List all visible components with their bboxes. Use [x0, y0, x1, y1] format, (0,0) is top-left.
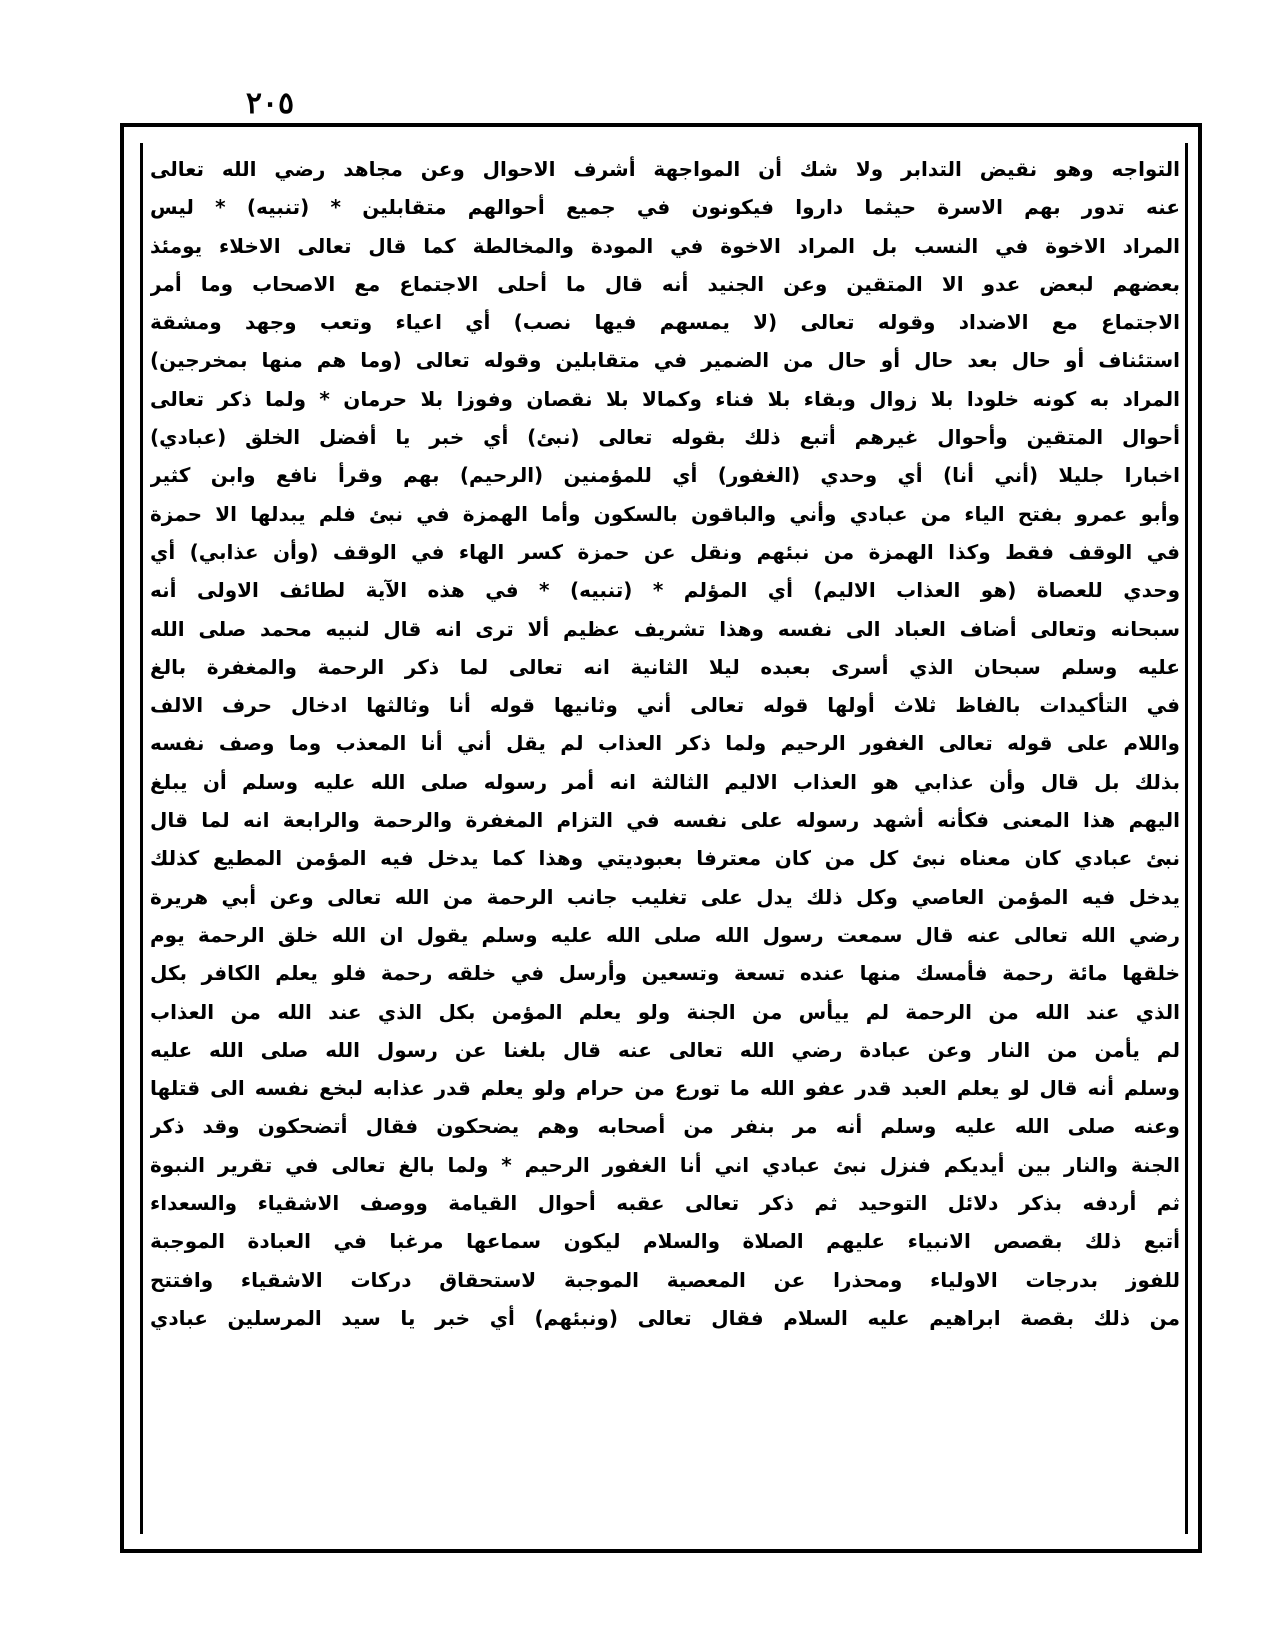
- text-line: لم يأمن من النار وعن عبادة رضي الله تعالى عنه قال بلغنا عن رسول الله صلى الله عليه: [150, 1037, 1180, 1062]
- text-line: أتبع ذلك بقصص الانبياء عليهم الصلاة والسلام ليكون سماعها مرغبا في العبادة الموجبة: [150, 1229, 1180, 1254]
- text-line: بذلك بل قال وأن عذابي هو العذاب الاليم الثالثة انه أمر رسوله صلى الله عليه وسلم أن يبلغ: [150, 769, 1180, 794]
- text-line: خلقها مائة رحمة فأمسك منها عنده تسعة وتسعين وأرسل في خلقه رحمة فلو يعلم الكافر بكل: [150, 961, 1180, 986]
- text-line: للفوز بدرجات الاولياء ومحذرا عن المعصية الموجبة لاستحقاق دركات الاشقياء وافتتح: [150, 1267, 1180, 1292]
- text-line: المراد الاخوة في النسب بل المراد الاخوة في المودة والمخالطة كما قال تعالى الاخلاء يومئذ: [150, 233, 1180, 258]
- text-line: واللام على قوله تعالى الغفور الرحيم ولما ذكر العذاب لم يقل أني أنا المعذب وما وصف نفسه: [150, 731, 1180, 756]
- text-line: اخبارا جليلا (أني أنا) أي وحدي (الغفور) أي للمؤمنين (الرحيم) بهم وقرأ نافع وابن كثير: [150, 463, 1180, 488]
- text-line: بعضهم لبعض عدو الا المتقين وعن الجنيد أنه قال ما أحلى الاجتماع مع الاصحاب وما أمر: [150, 271, 1180, 296]
- text-line: نبئ عبادي كان معناه نبئ كل من كان معترفا بعبوديتي وهذا كما يدخل فيه المؤمن المطيع كذلك: [150, 846, 1180, 871]
- text-line: ثم أردفه بذكر دلائل التوحيد ثم ذكر تعالى عقبه أحوال القيامة ووصف الاشقياء والسعداء: [150, 1191, 1180, 1216]
- text-line: استئناف أو حال بعد حال أو حال من الضمير في متقابلين وقوله تعالى (وما هم منها بمخرجين): [150, 348, 1180, 373]
- text-line: في الوقف فقط وكذا الهمزة من نبئهم ونقل عن حمزة كسر الهاء في الوقف (وأن عذابي) أي: [150, 539, 1180, 564]
- text-line: اليهم هذا المعنى فكأنه أشهد رسوله على نفسه في التزام المغفرة والرحمة والرابعة انه لما قال: [150, 808, 1180, 833]
- text-line: الاجتماع مع الاضداد وقوله تعالى (لا يمسهم فيها نصب) أي اعياء وتعب وجهد ومشقة: [150, 310, 1180, 335]
- text-line: وسلم أنه قال لو يعلم العبد قدر عفو الله ما تورع من حرام ولو يعلم قدر عذابه لبخع نفسه الى قتلها: [150, 1076, 1180, 1101]
- text-line: المراد به كونه خلودا بلا زوال وبقاء بلا فناء وكمالا بلا نقصان وفوزا بلا حرمان * ولما ذكر تعالى: [150, 386, 1180, 411]
- text-line: التواجه وهو نقيض التدابر ولا شك أن المواجهة أشرف الاحوال وعن مجاهد رضي الله تعالى: [150, 157, 1180, 181]
- text-line: وحدي للعصاة (هو العذاب الاليم) أي المؤلم * (تنبيه) * في هذه الآية لطائف الاولى أنه: [150, 578, 1180, 603]
- text-line: عليه وسلم سبحان الذي أسرى بعبده ليلا الثانية انه تعالى لما ذكر الرحمة والمغفرة بالغ: [150, 654, 1180, 679]
- text-line: يدخل فيه المؤمن العاصي وكل ذلك يدل على تغليب جانب الرحمة من الله تعالى وعن أبي هريرة: [150, 884, 1180, 909]
- text-line: سبحانه وتعالى أضاف العباد الى نفسه وهذا تشريف عظيم ألا ترى انه قال لنبيه محمد صلى الله: [150, 616, 1180, 641]
- text-line: الجنة والنار بين أيديكم فنزل نبئ عبادي اني أنا الغفور الرحيم * ولما بالغ تعالى في تقرير النبوة: [150, 1152, 1180, 1177]
- text-line: في التأكيدات بالفاظ ثلاث أولها قوله تعالى أني وثانيها قوله أنا وثالثها ادخال حرف الالف: [150, 693, 1180, 718]
- body-text: [150, 150, 1180, 1530]
- text-line: الذي عند الله من الرحمة لم ييأس من الجنة ولو يعلم المؤمن بكل الذي عند الله من العذاب: [150, 999, 1180, 1024]
- text-line: رضي الله تعالى عنه قال سمعت رسول الله صلى الله عليه وسلم يقول ان الله خلق الرحمة يوم: [150, 922, 1180, 947]
- text-line: عنه تدور بهم الاسرة حيثما داروا فيكونون في جميع أحوالهم متقابلين * (تنبيه) * ليس: [150, 195, 1180, 220]
- text-line: وأبو عمرو بفتح الياء من عبادي وأني والباقون بالسكون وأما الهمزة في نبئ فلم يبدلها الا حمزة: [150, 501, 1180, 526]
- text-line: وعنه صلى الله عليه وسلم أنه مر بنفر من أصحابه وهم يضحكون فقال أتضحكون وقد ذكر: [150, 1114, 1180, 1139]
- page-number: ٢٠٥: [245, 86, 295, 121]
- text-line: من ذلك بقصة ابراهيم عليه السلام فقال تعالى (ونبئهم) أي خبر يا سيد المرسلين عبادي: [150, 1305, 1180, 1330]
- text-line: أحوال المتقين وأحوال غيرهم أتبع ذلك بقوله تعالى (نبئ) أي خبر يا أفضل الخلق (عبادي): [150, 425, 1180, 450]
